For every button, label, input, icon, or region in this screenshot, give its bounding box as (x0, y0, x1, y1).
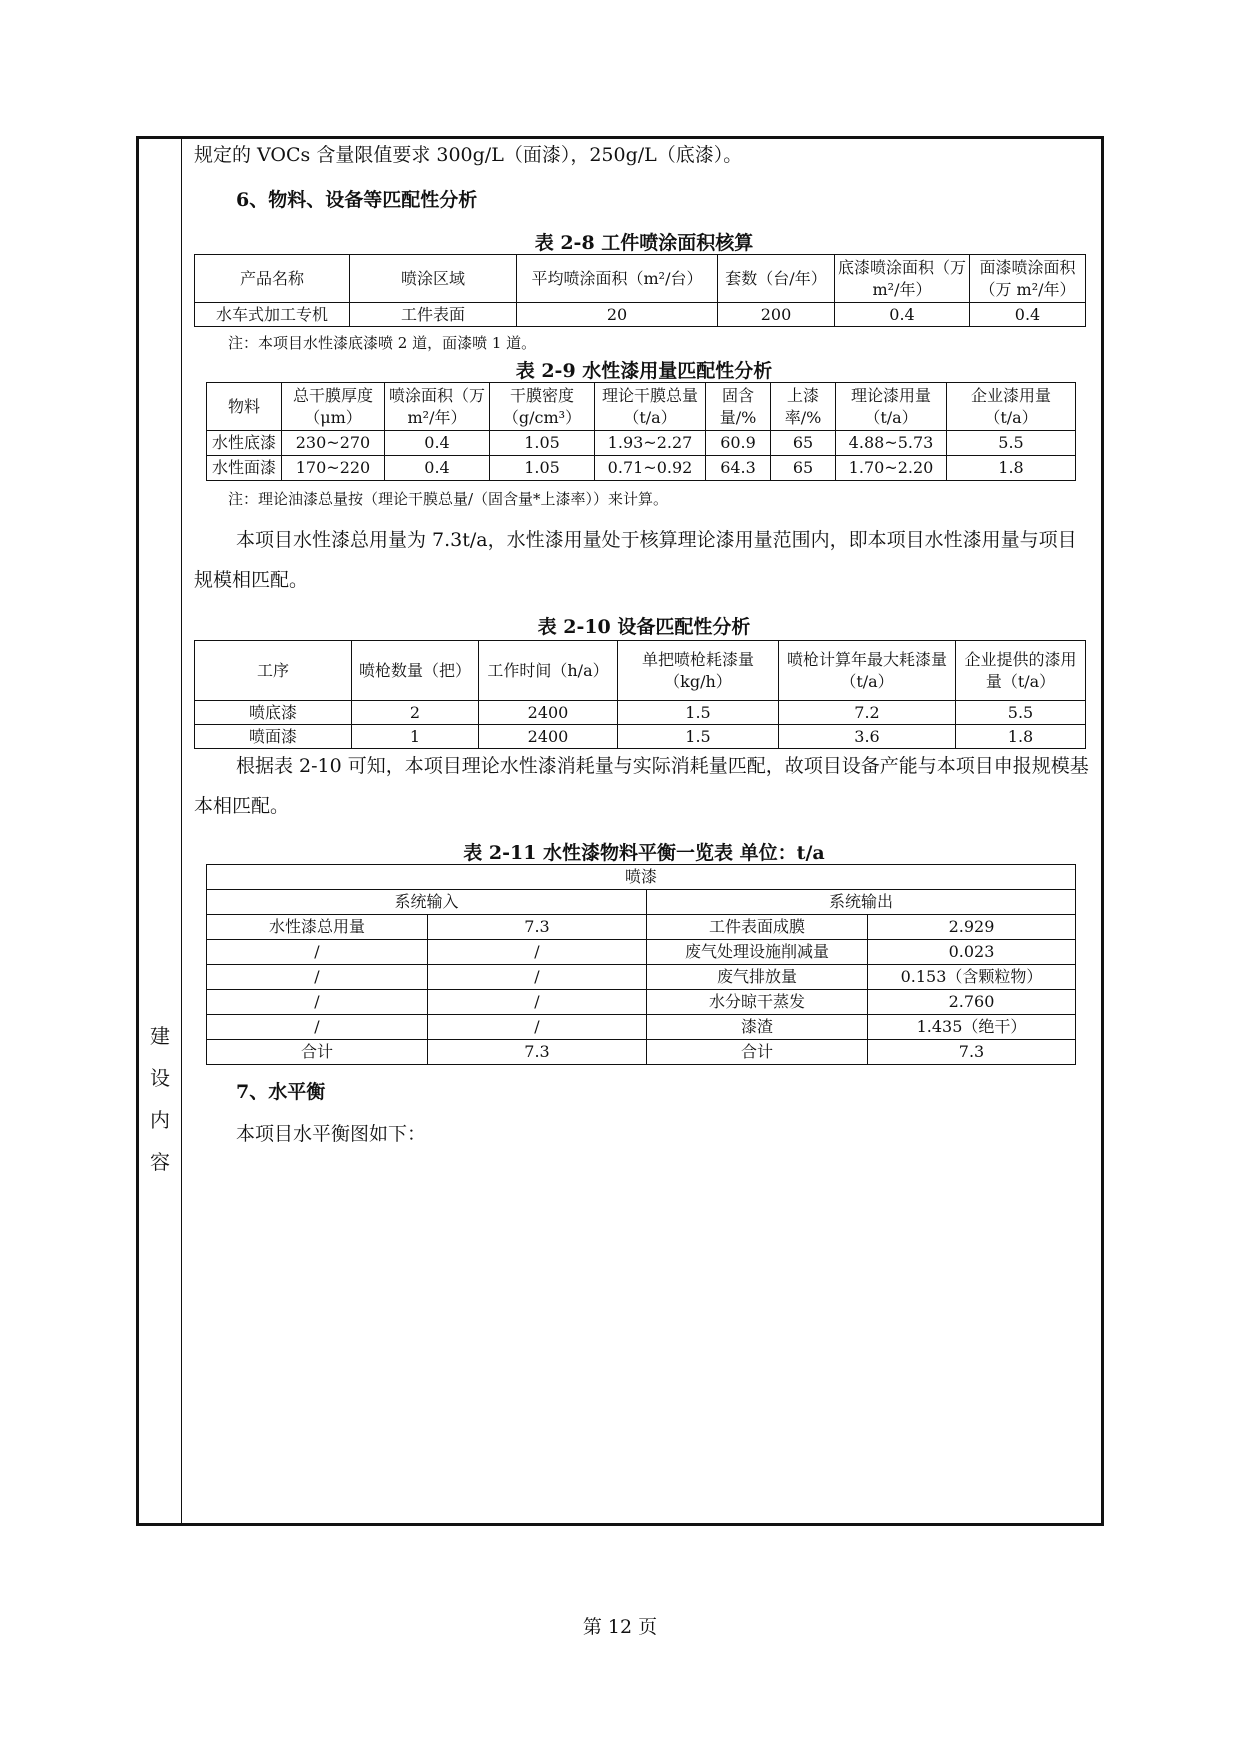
table-2-9-note: 注：理论油漆总量按（理论干膜总量/（固含量*上漆率））来计算。 (228, 490, 669, 508)
intro-line: 规定的 VOCs 含量限值要求 300g/L（面漆），250g/L（底漆）。 (194, 144, 743, 166)
table-row: / / 水分晾干蒸发 2.760 (207, 990, 1076, 1015)
table-2-8: 产品名称 喷涂区域 平均喷涂面积（m²/台） 套数（台/年） 底漆喷涂面积（万 m²/年） 面漆喷涂面积（万 m²/年） 水车式加工专机 工件表面 20 200 0.4 0.4 (194, 254, 1086, 327)
table-2-8-caption: 表 2-8 工件喷涂面积核算 (534, 232, 754, 254)
table-row: 水性底漆 230~270 0.4 1.05 1.93~2.27 60.9 65 4.88~5.73 5.5 (207, 431, 1076, 456)
side-label: 建 设 内 容 (150, 1024, 170, 1174)
table-row: / / 废气排放量 0.153（含颗粒物） (207, 965, 1076, 990)
table-2-11: 喷漆 系统输入 系统输出 水性漆总用量 7.3 工件表面成膜 2.929 / / 废气处理设施削减量 0.023 / / 废气排放量 0.153（含颗粒物） / / 水分晾干蒸发 2.760 / / 漆渣 1.435（绝干） 合计 7.3 合计 7.3 (206, 864, 1076, 1065)
table-row: / / 漆渣 1.435（绝干） (207, 1015, 1076, 1040)
table-2-9: 物料 总干膜厚度（μm） 喷涂面积（万 m²/年） 干膜密度（g/cm³） 理论干膜总量（t/a） 固含量/% 上漆率/% 理论漆用量（t/a） 企业漆用量（t/a） 水性底漆 230~270 0.4 1.05 1.93~2.27 60.9 65 4.88~5.73 5.5 水性面漆 170~220 0.4 1.05 0.71~0.92 64.3 65 1.70~2.20 1.8 (206, 382, 1076, 481)
table-2-8-note: 注：本项目水性漆底漆喷 2 道，面漆喷 1 道。 (228, 334, 537, 352)
table-2-9-caption: 表 2-9 水性漆用量匹配性分析 (515, 360, 773, 382)
water-balance-paragraph: 本项目水平衡图如下： (236, 1123, 427, 1145)
table-row: / / 废气处理设施削减量 0.023 (207, 940, 1076, 965)
table-row: 喷底漆 2 2400 1.5 7.2 5.5 (195, 701, 1086, 725)
table-row: 水性面漆 170~220 0.4 1.05 0.71~0.92 64.3 65 1.70~2.20 1.8 (207, 456, 1076, 481)
table-row: 合计 7.3 合计 7.3 (207, 1040, 1076, 1065)
table-row: 水车式加工专机 工件表面 20 200 0.4 0.4 (195, 303, 1086, 327)
table-2-10-caption: 表 2-10 设备匹配性分析 (537, 616, 751, 638)
table-row: 水性漆总用量 7.3 工件表面成膜 2.929 (207, 915, 1076, 940)
section-7-title: 7、水平衡 (236, 1081, 326, 1103)
section-6-title: 6、物料、设备等匹配性分析 (236, 189, 478, 211)
page-number: 第 12 页 (582, 1616, 658, 1638)
equipment-paragraph: 根据表 2-10 可知，本项目理论水性漆消耗量与实际消耗量匹配，故项目设备产能与本项目申报规模基本相匹配。 (194, 755, 1089, 817)
table-2-10: 工序 喷枪数量（把） 工作时间（h/a） 单把喷枪耗漆量（kg/h） 喷枪计算年最大耗漆量（t/a） 企业提供的漆用量（t/a） 喷底漆 2 2400 1.5 7.2 5.5 喷面漆 1 2400 1.5 3.6 1.8 (194, 640, 1086, 749)
side-column (136, 136, 182, 1526)
paint-usage-paragraph: 本项目水性漆总用量为 7.3t/a，水性漆用量处于核算理论漆用量范围内，即本项目水性漆用量与项目规模相匹配。 (194, 529, 1077, 591)
table-2-11-caption: 表 2-11 水性漆物料平衡一览表 单位：t/a (463, 842, 825, 864)
table-row: 喷面漆 1 2400 1.5 3.6 1.8 (195, 725, 1086, 749)
